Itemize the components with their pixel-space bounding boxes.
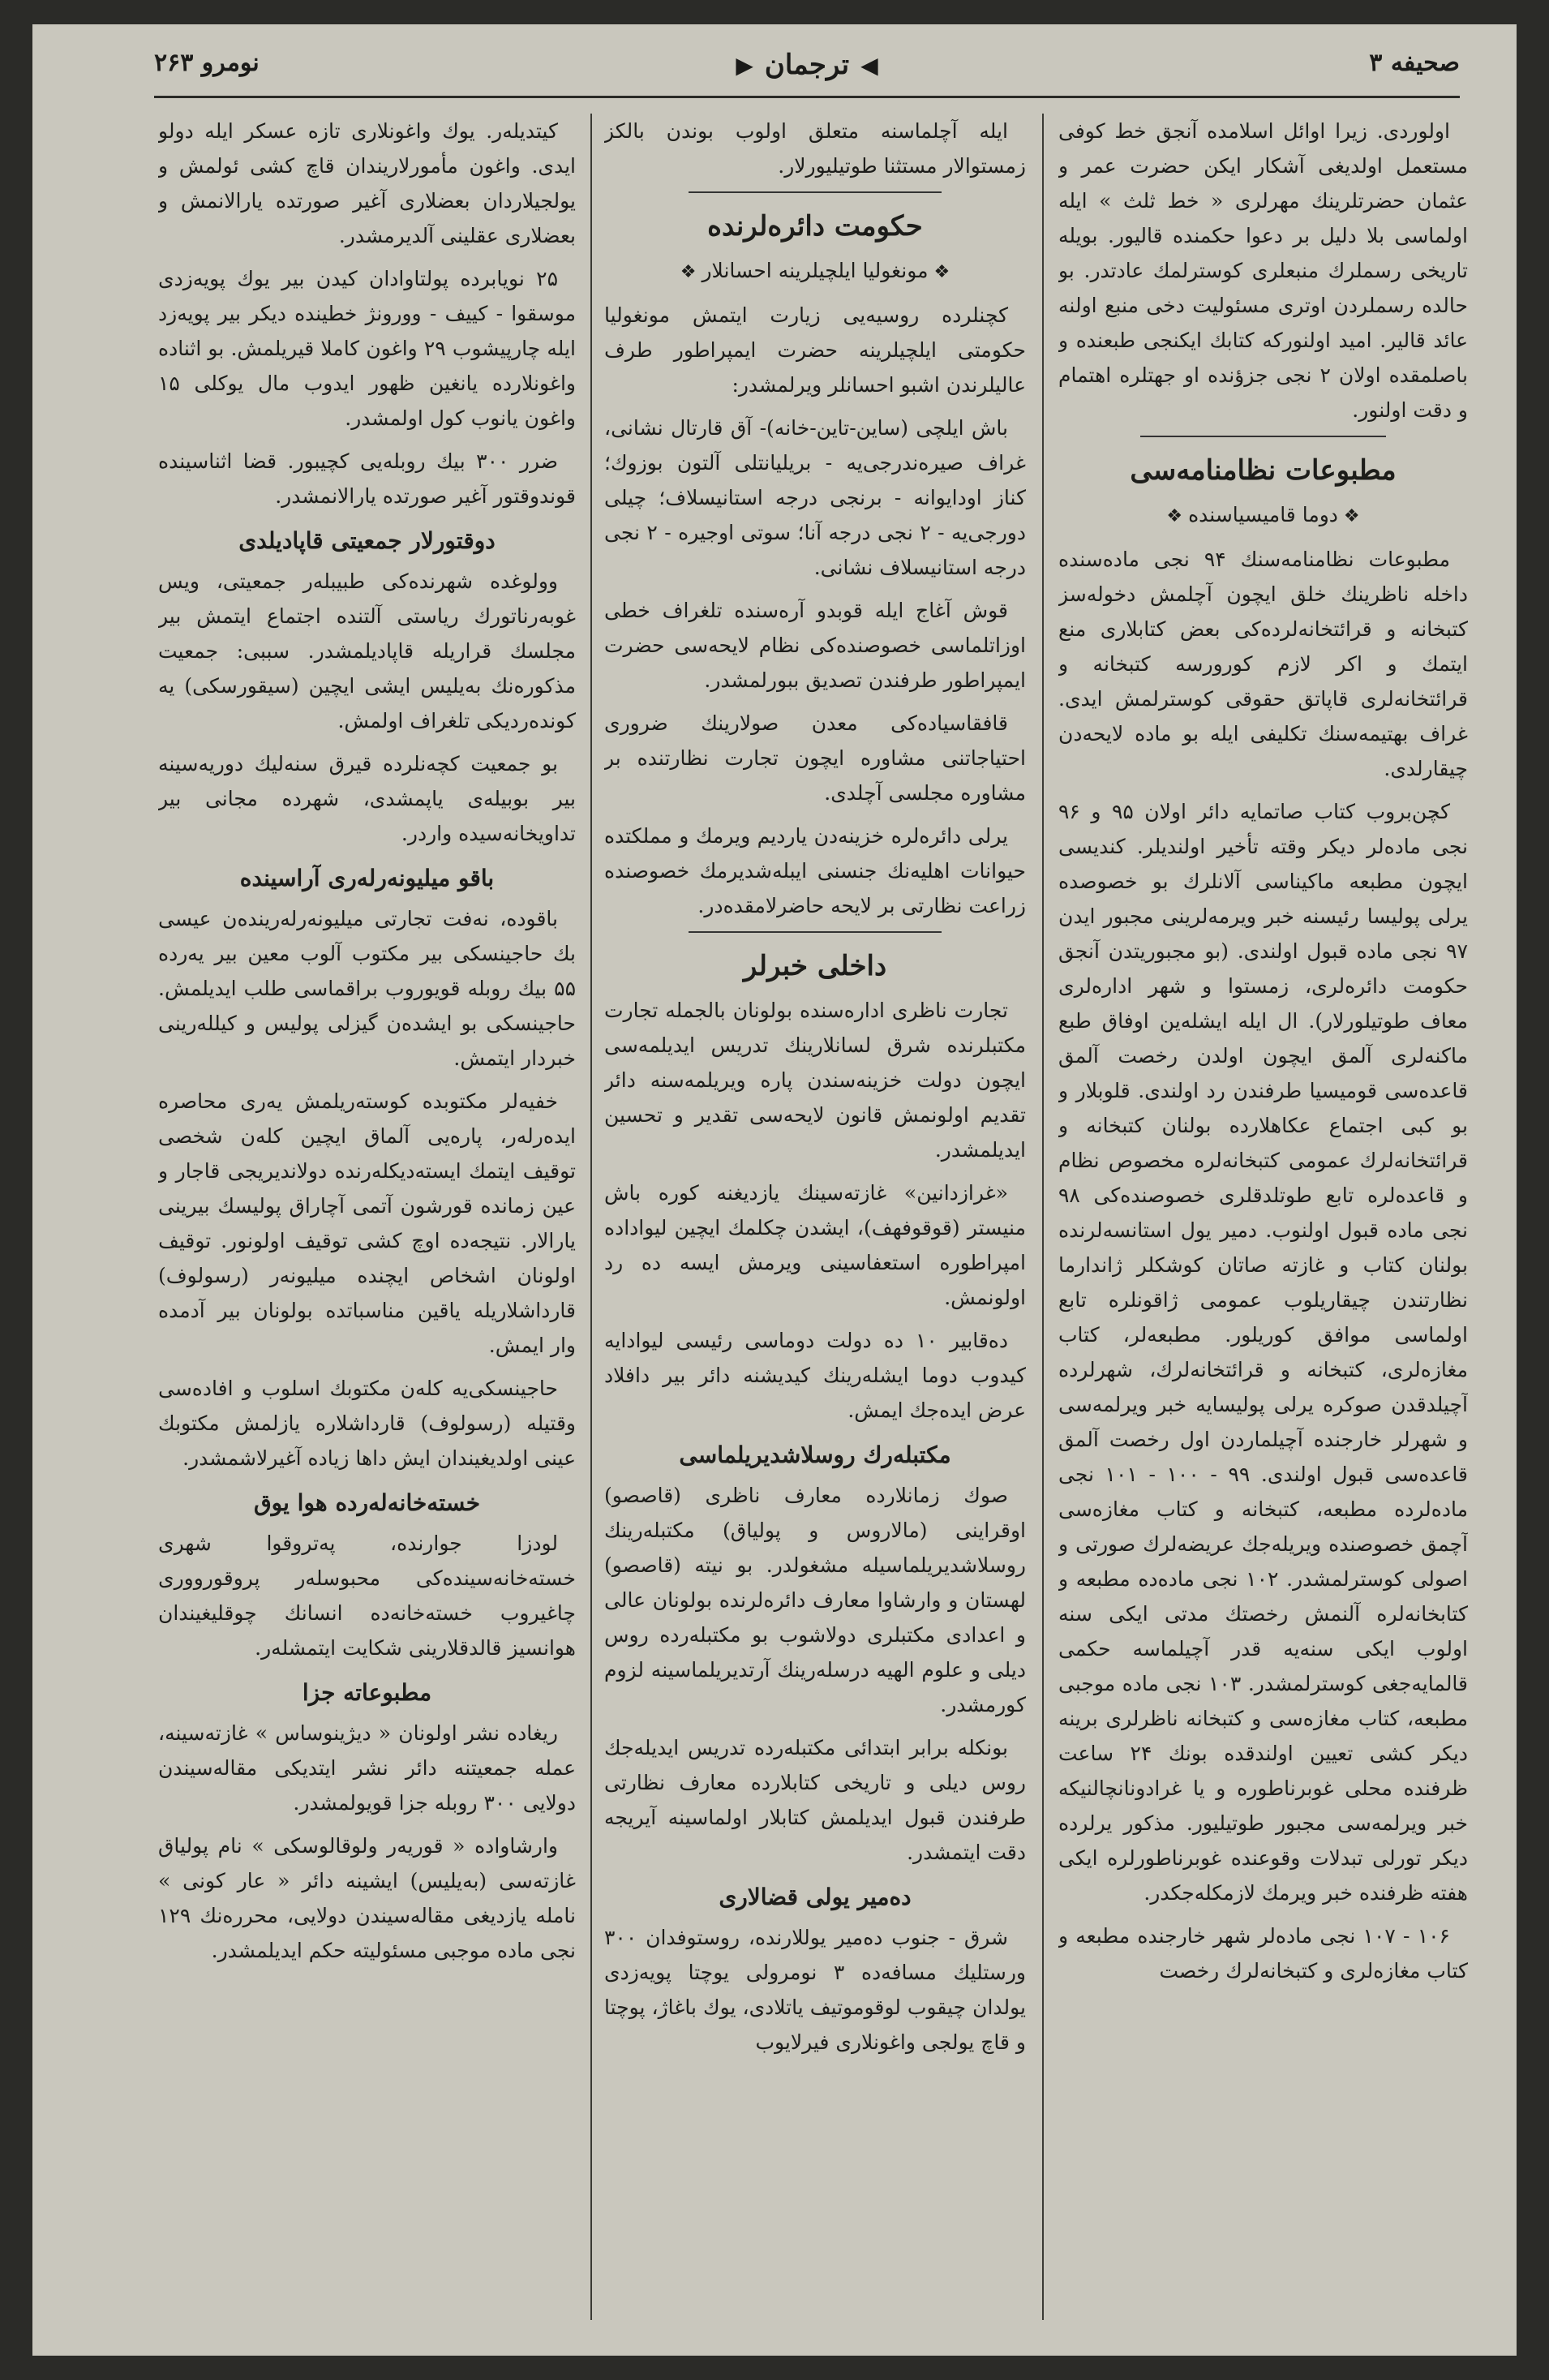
ornament-icon: ❖ bbox=[680, 262, 702, 282]
paragraph: ۱۰۶ - ۱۰۷ نجی ماده‌لر شهر خارجنده مطبعه و کتاب مغازه‌لری و کتبخانه‌لرك رخصت bbox=[1058, 1924, 1468, 1983]
paragraph: یرلی دائره‌لره خزینه‌دن یاردیم ویرمك و مملکتده حیوانات اهلیه‌نك جنسنی ایبله‌شدیرمك خصوصنده زراعت نظارتی بر لایحه حاضرلامقده‌در. bbox=[604, 824, 1026, 917]
paragraph: شرق - جنوب دەمیر یوللارنده، روستوفدان ۳۰۰ ورستلیك مسافەده ۳ نومرولی یوچتا پویەزدی یولدان چیقوب لوقوموتیف یاتلادی، یوك باغاژ، پوچتا و قاچ یولجی واغونلاری فیرلایوب bbox=[604, 1926, 1026, 2054]
masthead bbox=[736, 49, 877, 81]
ornament-icon: ❖ bbox=[928, 262, 950, 282]
paragraph: لودزا جوارنده، پەتروقوا شهری خستەخانەسینده‌کی محبوسلەر پروقورووری چاغیروب خستەخانەده انسانك چوقلیغیندان هوانسیز قالدقلارینی شکایت ایتمشلەر. bbox=[158, 1532, 576, 1660]
subtitle-text: مونغولیا ایلچیلرینه احسانلار bbox=[702, 259, 929, 282]
paragraph: کچن‌بروب کتاب صاتمایه دائر اولان ۹۵ و ۹۶ نجی ماده‌لر دیکر وقته تأخیر اولندیلر. کندیسی ایچون مطبعه ماکیناسی آلانلرك بو خصوصده یرلی پولیسا رئیسنه خبر ویرمه‌لرینی مجبور ایدن ۹۷ نجی ماده قبول اولندی. (بو مجبوریتدن آنجق حکومت دائره‌لری، زمستوا و شهر ادارەلری معاف طوتیلورلار). ال ایله ایشله‌ین اوفاق طبع ماکنه‌لری آلمق ایچون اولدن رخصت آلمق قاعده‌سی قومیسیا طرفندن رد اولندی. قلوبلار و بو کبی اجتماع عکاهلارده بولنان کتبخانه و قرائتخانه‌لرك عمومی کتبخانه‌لره مخصوص نظام و قاعده‌لره تابع طوتلدقلری خصوصنده‌کی ۹۸ نجی ماده قبول اولنوب. دمیر یول استانسه‌لرنده بولنان کتاب و غازته صاتان کوشکلر ژاندارما نظارتندن چیقاریلوب عمومی ژاقونلره تابع اولماسی موافق کوریلور. مطبعه‌لر، کتاب مغازه‌لری، کتبخانه و قرائتخانه‌لرك، شهرلرده آچیلدقدن صوکره یرلی پولیسایه خبر ویرلمه‌سی و شهرلر خارجنده آچیلماردن اول رخصت آلمق قاعده‌سی قبول اولندی. ۹۹ - ۱۰۰ - ۱۰۱ نجی ماده‌لرده مطبعه، کتبخانه و کتاب مغازه‌سی آچمق خصوصنده ویریله‌جك عریضه‌لرك صورتی و اصولی کوسترلمشدر. ۱۰۲ نجی ماده‌ده مطبعه و کتابخانه‌لره آلنمش رخصتك مدتی ایکی سنه اولوب ایکی سنه‌یه قدر آچیلماسه حکمی قالمایه‌جغی کوسترلمشدر. ۱۰۳ نجی ماده موجبی مطبعه، کتاب مغازه‌سی و کتبخانه ناظرلری برینه دیکر کشی تعیین اولندقده بونك ۲۴ ساعت ظرفنده محلی غوبرناطوره و یا غرادونانچالنیکه خبر ویرلمه‌سی مجبور طوتیلیور. مذکور یرلرده دیکر تورلی تبدلات وقوعنده غوبرناطورلره ایکی هفته ظرفنده خبر ویرمك لازمکله‌جکدر. bbox=[1058, 800, 1468, 1905]
paragraph: مطبوعات نظامنامه‌سنك ۹۴ نجی ماده‌سنده داخله ناظرینك خلق ایچون آچلمش دخوله‌سز کتبخانه و قرائتخانه‌لرده‌کی بعض کتابلاری منع ایتمك و اکر لازم کورورسه کتبخانه و قرائتخانه‌لری قاپاتق حقوقی کوسترلمش ایدی. غراف بهتیمه‌سنك تکلیفی ایله بو ماده لایحه‌دن چیقارلدی. bbox=[1058, 548, 1468, 780]
column-left bbox=[158, 114, 576, 2320]
paragraph: دەقابیر ۱۰ ده دولت دوماسی رئیسی لیوادایه کیدوب دوما ایشله‌رینك کیدیشنه دائر بیر دافلاد عرض ایده‌جك ایمش. bbox=[604, 1329, 1026, 1422]
section-title: داخلی خبرلر bbox=[743, 950, 887, 982]
arrow-right-icon: ▶ bbox=[736, 51, 753, 79]
paragraph: بونکله برابر ابتدائی مکتبلەرده تدریس ایدیله‌جك روس دیلی و تاریخی کتابلارده معارف نظارتی طرفندن قبول ایدیلمش کتابلار اولماسینه آیریجه دقت ایتمشدر. bbox=[604, 1736, 1026, 1864]
article-title: باقو میلیونه‌رلەری آراسینده bbox=[239, 865, 495, 891]
subtitle-text: دوما قامیسیاسنده bbox=[1188, 503, 1338, 526]
ornament-icon: ❖ bbox=[1337, 506, 1360, 526]
paragraph: قوش آغاج ایله قوبدو آره‌سنده تلغراف خطی اوزاتلماسی خصوصنده‌کی نظام لایحه‌سی حضرت ایمپراطور طرفندن تصدیق ببورلمشدر. bbox=[604, 599, 1026, 692]
paragraph: وولوغده شهرنده‌کی طبیبلەر جمعیتی، ویس غوبەرناتورك ریاستی آلتنده اجتماع ایتمش بیر مجلسك قراریله قاپادیلمشدر. سببی: جمعیت مذکوره‌نك بەیلیس ایشی ایچین (سیقورسکی) یه کوندەردیکی تلغراف اولمش. bbox=[158, 569, 576, 732]
paragraph: وارشاواده « قوریەر ولوقالوسکی » نام پولیاق غازته‌سی (بەیلیس) ایشینه دائر « عار کونی » نامله یازدیغی مقاله‌سیندن دولایی، محرره‌نك ۱۲۹ نجی ماده موجبی مسئولیته حکم ایدیلمشدر. bbox=[158, 1834, 576, 1962]
paragraph: ضرر ۳۰۰ بیك روبله‌یی کچیبور. قضا اثناسینده قوندوقتور آغیر صورتده یارالانمشدر. bbox=[158, 449, 576, 508]
article-title: خستەخانەلەرده هوا یوق bbox=[253, 1489, 481, 1516]
article-title: مطبوعات نظامنامه‌سی bbox=[1130, 454, 1397, 487]
paragraph: ایله آچلماسنه متعلق اولوب بوندن بالکز زمستوا‌لار مستثنا طوتیلیورلار. bbox=[604, 119, 1026, 178]
header-rule bbox=[154, 96, 1460, 98]
section-title: حکومت دائره‌لرنده bbox=[707, 210, 923, 243]
paragraph: بو جمعیت کچه‌نلرده قیرق سنه‌لیك دوریه‌سینه بیر بوبیلەی یاپمشدی، شهرده مجانی بیر تداویخانه‌سیده واردر. bbox=[158, 752, 576, 845]
column-divider bbox=[590, 114, 592, 2320]
paragraph: خفیەلر مکتوبده کوستەریلمش یەری محاصره ایده‌رلەر، پاره‌یی آلماق ایچین کلەن شخصی توقیف ایتمك ایسته‌دیکلەرنده دولاندیریجی قاجار و عین زمانده قورشون آتمی آچاراق پولیسك بیرینی یارالار. نتیجه‌ده اوچ کشی توقیف اولونور. توقیف اولونان اشخاص ایچنده میلیونه‌ر (رسولوف) قارداشلاریله یاقین مناسباتده بولونان بیر آدمده وار ایمش. bbox=[158, 1089, 576, 1357]
divider bbox=[689, 191, 942, 193]
newspaper-page bbox=[32, 24, 1517, 2356]
column-middle bbox=[604, 114, 1026, 2320]
ornament-icon: ❖ bbox=[1166, 506, 1189, 526]
paragraph: باقوده، نه‌فت تجارتی میلیونه‌رلەریندەن عیسی بك حاجینسکی بیر مکتوب آلوب معین بیر یەرده ۵۵ بیك روبله قویوروب براقماسی طلب ایدیلمش. حاجینسکی بو ایشدەن گیزلی پولیس و کیللەرینی خبردار ایتمش. bbox=[158, 907, 576, 1070]
divider bbox=[1140, 436, 1386, 437]
paragraph: صوك زمانلارده معارف ناظری (قاصصو) اوقراینی (مالاروس و پولیاق) مکتبلەرینك روسلاشدیریلماسیله مشغولدر. بو نیته (قاصصو) لهستان و وارشاوا معارف دائره‌لرنده بولونان عالی و اعدادی مکتبلری دولاشوب بو مکتبلەرده روس دیلی و علوم الهیه درسلەرینك آرتدیریلماسینه لزوم کورمشدر. bbox=[604, 1484, 1026, 1716]
paper-name: ترجمان bbox=[764, 49, 850, 81]
paragraph: کیتدیلەر. یوك واغونلاری تازه عسکر ایله دولو ایدی. واغون مأمورلاریندان قاچ کشی ئولمش و یولجیلاردان بعضلاری آغیر صورتده یارالانمش و بعضلاری عقلینی آلدیرمشدر. bbox=[158, 119, 576, 247]
paragraph: ۲۵ نویابرده پولتاوادان کیدن بیر یوك پویەزدی موسقوا - کییف - وورونژ خطینده دیکر بیر پویەزد ایله چارپیشوب ۲۹ واغون کاملا قیریلمش. بو اثناده واغونلارده یانغین ظهور ایدوب مال یوکلی ۱۵ واغون یانوب کول اولمشدر. bbox=[158, 267, 576, 430]
article-title: دوقتورلار جمعیتی قاپادیلدی bbox=[238, 527, 496, 554]
paragraph: ریغاده نشر اولونان « دیژینوساس » غازته‌سینه، عمله جمعیتنه دائر نشر ایتدیکی مقاله‌سیندن دولایی ۳۰۰ روبله جزا قویولمشدر. bbox=[158, 1721, 576, 1815]
paragraph: باش ایلچی (ساین-تاین-خانه)- آق قارتال نشانی، غراف صیره‌ندرجی‌یه - بریلیانتلی آلتون بوزوك؛ کناز اودایوانه - برنجی درجه استانیسلاف؛ چیلی دورجی‌یه - ۲ نجی درجه آنا؛ سوتی اوجیره - ۲ نجی درجه استانیسلاف نشانی. bbox=[604, 416, 1026, 579]
article-title: دەمیر یولی قضالاری bbox=[719, 1884, 912, 1910]
paragraph: تجارت ناظری اداره‌سنده بولونان بالجمله تجارت مکتبلرنده شرق لسانلارینك تدریس ایدیلمه‌سی ایچون دولت خزینه‌سندن پاره ویریلمه‌سنه دائر تقدیم اولونمش قانون لایحه‌سی تقدیر و تحسین ایدیلمشدر. bbox=[604, 999, 1026, 1162]
article-subtitle bbox=[604, 253, 1026, 290]
divider bbox=[689, 931, 942, 933]
article-subtitle bbox=[1058, 497, 1468, 534]
arrow-left-icon: ◀ bbox=[860, 51, 878, 79]
paragraph: اولوردی. زیرا اوائل اسلامده آنجق خط کوفی مستعمل اولدیغی آشکار ایکن حضرت عمر و عثمان حضرتلرینك مهرلری « خط ثلث » ایله اولماسی بلا دلیل بر دعوا حکمنده قالیور. بویله تاریخی رسملرك منبعلری کوسترلمك عادتدر. بو حالده رسملردن اوتری مسئولیت دخی منبع اولنه عائد قالیر. امید اولنورکه کتابك ایکنجی طبعنده و باصلمقده اولان ۲ نجی جزؤنده او جهتلره اهتمام و دقت اولنور. bbox=[1058, 119, 1468, 422]
paragraph: کچنلرده روسیه‌یی زیارت ایتمش مونغولیا حکومتی ایلچیلرینه حضرت ایمپراطور طرف عالیلرندن اشبو احسانلر ویرلمشدر: bbox=[604, 303, 1026, 397]
paragraph: قافقاسیاده‌کی معدن صولارینك ضروری احتیاجاتنی مشاوره ایچون تجارت نظارتنده بر مشاوره مجلسی آچلدی. bbox=[604, 711, 1026, 805]
paragraph: حاجینسکی‌یه کلەن مکتوبك اسلوب و افاده‌سی وقتیله (رسولوف) قارداشلاره یازلمش مکتوبك عینی اولدیغیندان ایش داها زیاده آغیرلاشمشدر. bbox=[158, 1377, 576, 1470]
column-divider bbox=[1042, 114, 1044, 2320]
column-right bbox=[1058, 114, 1468, 2320]
page-number: صحیفه ۳ bbox=[1369, 49, 1460, 77]
article-title: مطبوعاته جزا bbox=[302, 1679, 432, 1706]
article-title: مکتبلەرك روسلاشدیریلماسی bbox=[679, 1441, 951, 1468]
issue-number: نومرو ۲۶۳ bbox=[154, 49, 260, 77]
page-header bbox=[154, 49, 1460, 105]
paragraph: «غرازدانین» غازته‌سینك یازدیغنه کوره باش منیستر (قوقوفهف)، ایشدن چکلمك ایچین لیواداده امپراطوره استعفاسینی ویرمش ایسه ده رد اولونمش. bbox=[604, 1181, 1026, 1309]
